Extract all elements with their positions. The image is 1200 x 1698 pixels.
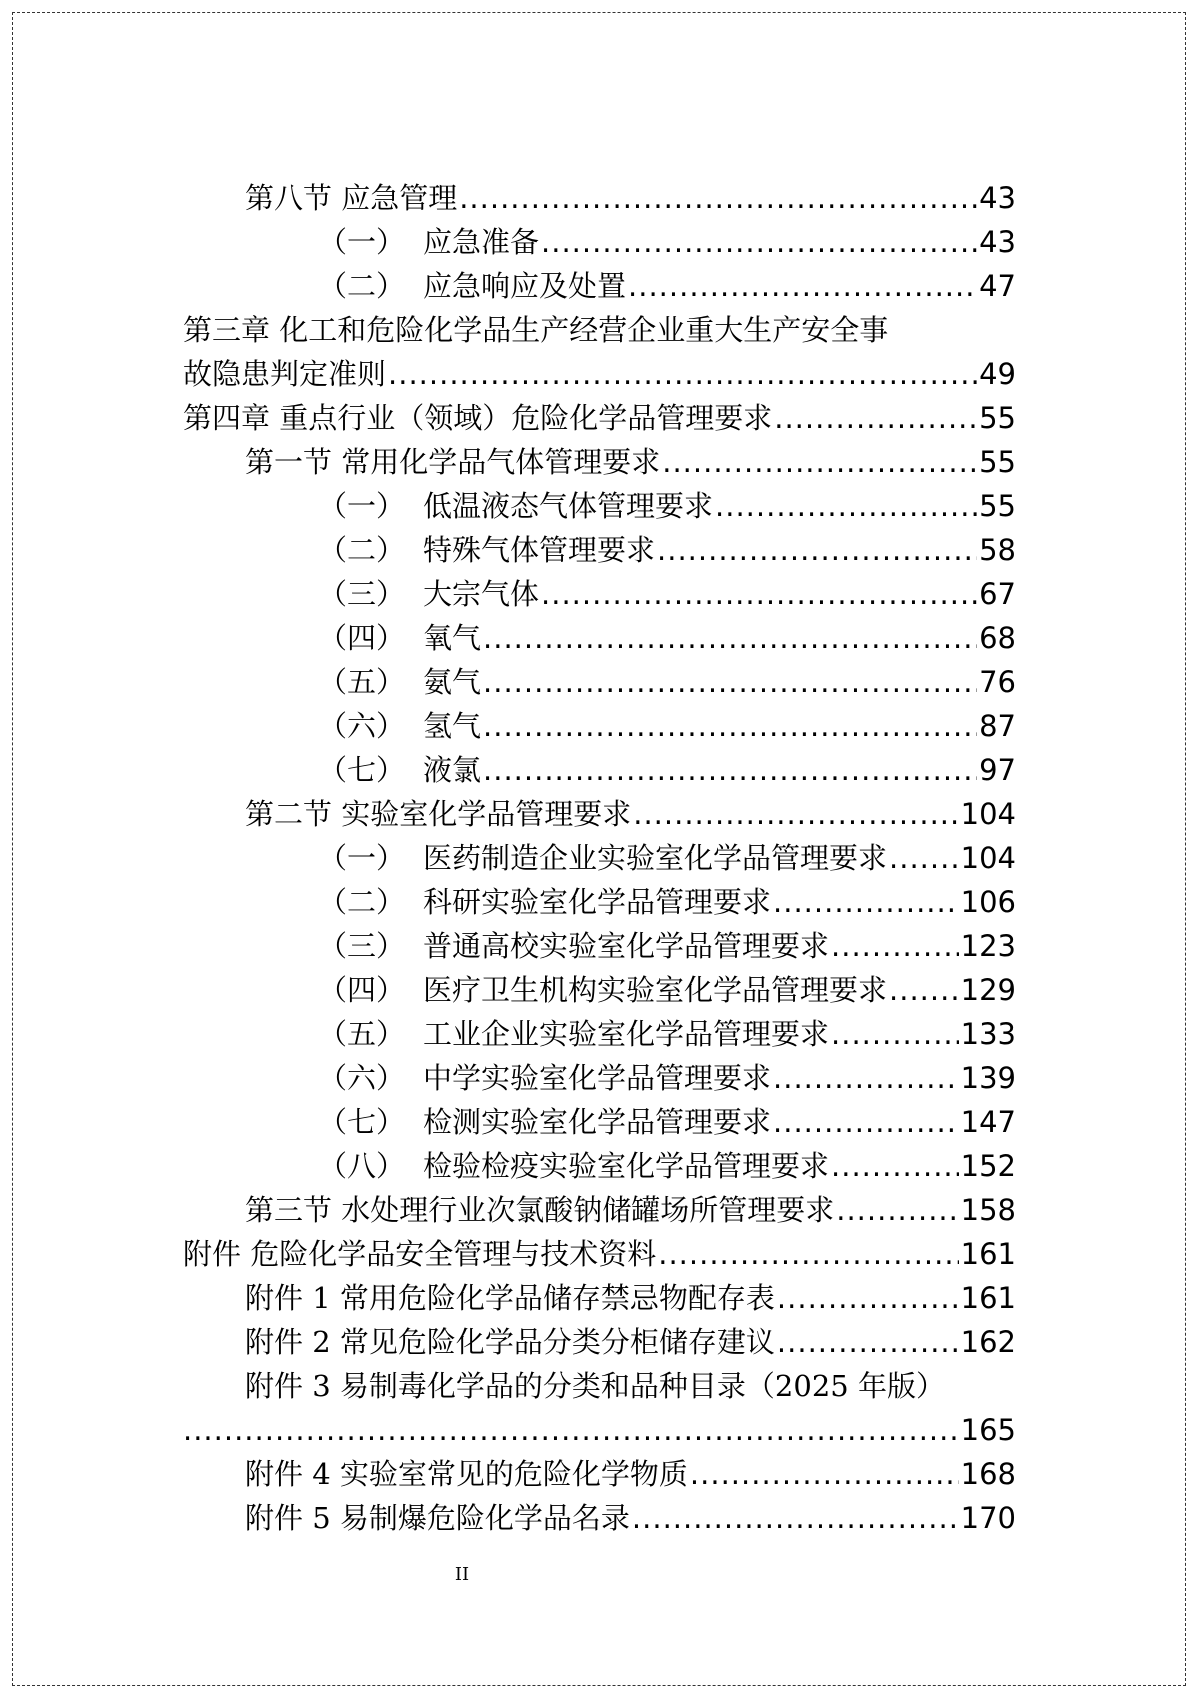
toc-entry-page: 168 [960, 1457, 1016, 1491]
toc-entry-title: 科研实验室化学品管理要求 [423, 885, 772, 919]
toc-appendix-prefix: 附件 [245, 1457, 304, 1491]
toc-entry-appendix-2[interactable] [245, 1320, 1016, 1364]
toc-entry-page: 139 [960, 1061, 1016, 1095]
toc-appendix-number: 1 [312, 1281, 331, 1315]
toc-entry-title: 氨气 [423, 665, 482, 699]
toc-entry-title: 氢气 [423, 709, 482, 743]
toc-entry-section-3[interactable] [245, 1188, 1016, 1232]
toc-entry-title: 氧气 [423, 621, 482, 655]
toc-leader-dots [633, 792, 958, 836]
toc-entry-page: 106 [960, 885, 1016, 919]
toc-entry-item[interactable] [318, 484, 1016, 528]
toc-appendix-prefix: 附件 [245, 1325, 304, 1359]
toc-leader-dots [632, 1496, 959, 1540]
toc-entry-title: 液氯 [423, 753, 482, 787]
toc-leader-dots [541, 572, 977, 616]
toc-entry-item[interactable] [318, 1144, 1016, 1188]
toc-item-label: （八） [318, 1149, 406, 1183]
toc-item-label: （二） [318, 269, 406, 303]
toc-item-label: （一） [318, 841, 406, 875]
toc-entry-item[interactable] [318, 660, 1016, 704]
toc-leader-dots [774, 396, 977, 440]
toc-entry-appendix[interactable] [183, 1232, 1016, 1276]
toc-leader-dots [889, 836, 959, 880]
toc-leader-dots [831, 1144, 959, 1188]
toc-item-label: （三） [318, 929, 406, 963]
toc-leader-dots [628, 264, 977, 308]
toc-leader-dots [773, 1100, 959, 1144]
toc-entry-title: 工业企业实验室化学品管理要求 [423, 1017, 830, 1051]
toc-entry-title: 医疗卫生机构实验室化学品管理要求 [423, 973, 888, 1007]
toc-entry-item[interactable] [318, 880, 1016, 924]
toc-item-label: （七） [318, 753, 406, 787]
toc-entry-title: 易制爆危险化学品名录 [339, 1501, 630, 1535]
toc-entry-title: 特殊气体管理要求 [423, 533, 656, 567]
toc-entry-item[interactable] [318, 1012, 1016, 1056]
toc-entry-appendix-5[interactable] [245, 1496, 1016, 1540]
toc-appendix-prefix: 附件 [245, 1501, 304, 1535]
toc-entry-page: 47 [979, 269, 1016, 303]
toc-entry-title: 常用危险化学品储存禁忌物配存表 [339, 1281, 775, 1315]
toc-entry-item[interactable] [318, 836, 1016, 880]
toc-entry-title: 大宗气体 [423, 577, 540, 611]
toc-entry-year: （2025 年版） [745, 1369, 945, 1403]
toc-entry-page: 68 [979, 621, 1016, 655]
toc-entry-item[interactable] [318, 1100, 1016, 1144]
toc-entry-page: 76 [979, 665, 1016, 699]
toc-entry-page: 55 [979, 445, 1016, 479]
toc-entry-page: 58 [979, 533, 1016, 567]
toc-entry-item[interactable] [318, 1056, 1016, 1100]
toc-entry-title: 检验检疫实验室化学品管理要求 [423, 1149, 830, 1183]
toc-leader-dots [657, 528, 977, 572]
toc-entry-page: 158 [960, 1193, 1016, 1227]
toc-entry-item[interactable] [318, 572, 1016, 616]
toc-entry-chapter-4[interactable] [183, 396, 1016, 440]
toc-entry-title: 第八节 应急管理 [245, 181, 458, 215]
toc-leader-dots [773, 880, 959, 924]
toc-leader-dots [777, 1320, 959, 1364]
toc-entry-page: 87 [979, 709, 1016, 743]
toc-leader-dots [658, 1232, 958, 1276]
toc-entry-page: 104 [960, 841, 1016, 875]
page-number: II [454, 1564, 470, 1585]
toc-appendix-prefix: 附件 [245, 1369, 304, 1403]
toc-leader-dots [483, 748, 977, 792]
toc-entry-title: 易制毒化学品的分类和品种目录 [339, 1369, 746, 1403]
toc-entry-page: 165 [960, 1413, 1016, 1447]
toc-entry-appendix-4[interactable] [245, 1452, 1016, 1496]
toc-item-label: （六） [318, 1061, 406, 1095]
toc-entry-page: 67 [979, 577, 1016, 611]
toc-leader-dots [483, 660, 977, 704]
toc-entry-page: 170 [960, 1501, 1016, 1535]
toc-leader-dots [388, 352, 977, 396]
toc-item-label: （五） [318, 1017, 406, 1051]
toc-entry-title: 应急响应及处置 [423, 269, 627, 303]
toc-entry-item[interactable] [318, 924, 1016, 968]
toc-appendix-number: 4 [312, 1457, 331, 1491]
toc-entry-page: 49 [979, 357, 1016, 391]
toc-entry-page: 161 [960, 1237, 1016, 1271]
toc-item-label: （五） [318, 665, 406, 699]
toc-entry-section-8[interactable] [245, 176, 1016, 220]
toc-entry-chapter-3-line2[interactable] [183, 352, 1016, 396]
toc-entry-item[interactable] [318, 748, 1016, 792]
toc-entry-page: 97 [979, 753, 1016, 787]
toc-item-label: （六） [318, 709, 406, 743]
toc-entry-title: 故隐患判定准则 [183, 357, 387, 391]
toc-appendix-prefix: 附件 [245, 1281, 304, 1315]
toc-entry-title: 第四章 重点行业（领域）危险化学品管理要求 [183, 401, 773, 435]
toc-leader-dots [889, 968, 959, 1012]
toc-entry-appendix-3-line1[interactable] [245, 1364, 1016, 1408]
toc-entry-title: 普通高校实验室化学品管理要求 [423, 929, 830, 963]
toc-entry-title: 第二节 实验室化学品管理要求 [245, 797, 632, 831]
toc-entry-title: 检测实验室化学品管理要求 [423, 1105, 772, 1139]
toc-entry-title: 附件 危险化学品安全管理与技术资料 [183, 1237, 657, 1271]
toc-entry-page: 133 [960, 1017, 1016, 1051]
toc-entry-title: 实验室常见的危险化学物质 [339, 1457, 688, 1491]
toc-entry-page: 104 [960, 797, 1016, 831]
toc-entry-appendix-1[interactable] [245, 1276, 1016, 1320]
toc-appendix-number: 5 [312, 1501, 331, 1535]
toc-entry-section-1[interactable] [245, 440, 1016, 484]
toc-leader-dots [459, 176, 977, 220]
toc-entry-item[interactable] [318, 968, 1016, 1012]
toc-entry-page: 147 [960, 1105, 1016, 1139]
toc-entry-title: 低温液态气体管理要求 [423, 489, 714, 523]
toc-entry-title: 医药制造企业实验室化学品管理要求 [423, 841, 888, 875]
toc-item-label: （三） [318, 577, 406, 611]
toc-leader-dots [690, 1452, 959, 1496]
toc-leader-dots [541, 220, 977, 264]
toc-leader-dots [662, 440, 977, 484]
toc-entry-chapter-3-line1[interactable]: 第三章 化工和危险化学品生产经营企业重大生产安全事 [183, 313, 889, 347]
toc-leader-dots [483, 704, 977, 748]
toc-entry-title: 应急准备 [423, 225, 540, 259]
toc-appendix-number: 2 [312, 1325, 331, 1359]
toc-entry-item[interactable] [318, 616, 1016, 660]
toc-leader-dots [715, 484, 977, 528]
toc-leader-dots [836, 1188, 958, 1232]
toc-entry-item[interactable] [318, 264, 1016, 308]
toc-leader-dots [831, 1012, 959, 1056]
toc-entry-page: 161 [960, 1281, 1016, 1315]
toc-appendix-number: 3 [312, 1369, 331, 1403]
toc-entry-title: 常见危险化学品分类分柜储存建议 [339, 1325, 775, 1359]
toc-leader-dots [831, 924, 959, 968]
toc-entry-page: 129 [960, 973, 1016, 1007]
toc-entry-page: 55 [979, 401, 1016, 435]
toc-leader-dots [183, 1408, 959, 1452]
toc-entry-page: 123 [960, 929, 1016, 963]
toc-item-label: （四） [318, 621, 406, 655]
toc-leader-dots [773, 1056, 959, 1100]
toc-item-label: （二） [318, 885, 406, 919]
toc-entry-title: 第三节 水处理行业次氯酸钠储罐场所管理要求 [245, 1193, 835, 1227]
toc-item-label: （七） [318, 1105, 406, 1139]
toc-entry-item[interactable] [318, 220, 1016, 264]
toc-entry-page: 162 [960, 1325, 1016, 1359]
toc-item-label: （二） [318, 533, 406, 567]
toc-leader-dots [777, 1276, 959, 1320]
toc-entry-page: 152 [960, 1149, 1016, 1183]
toc-entry-appendix-3-line2[interactable] [183, 1408, 1016, 1452]
toc-leader-dots [483, 616, 977, 660]
toc-item-label: （一） [318, 489, 406, 523]
toc-entry-section-2[interactable] [245, 792, 1016, 836]
toc-entry-title: 第一节 常用化学品气体管理要求 [245, 445, 661, 479]
toc-item-label: （一） [318, 225, 406, 259]
toc-item-label: （四） [318, 973, 406, 1007]
toc-entry-title: 中学实验室化学品管理要求 [423, 1061, 772, 1095]
toc-entry-page: 43 [979, 225, 1016, 259]
toc-entry-page: 43 [979, 181, 1016, 215]
toc-entry-item[interactable] [318, 528, 1016, 572]
toc-entry-item[interactable] [318, 704, 1016, 748]
toc-entry-page: 55 [979, 489, 1016, 523]
